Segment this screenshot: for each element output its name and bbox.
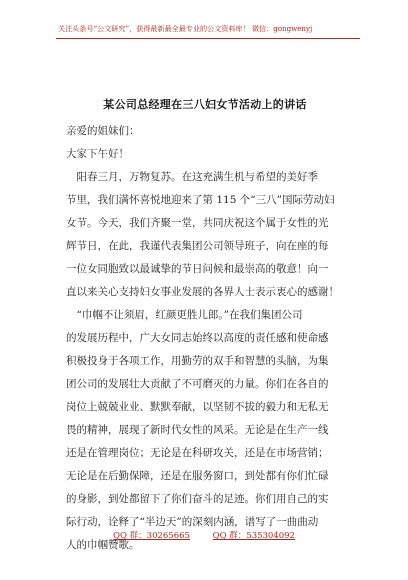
paragraph-line: 畏的精神，展现了新时代女性的风采。无论是在生产一线 [66, 424, 329, 436]
paragraph-line: 直以来关心支持妇女事业发展的各界人士表示衷心的感谢！ [66, 286, 339, 298]
paragraph-line: 岗位上兢兢业业、默默奉献，以坚韧不拔的毅力和无私无 [66, 401, 329, 413]
document-body [66, 120, 356, 557]
paragraph-line: 无论是在后勤保障，还是在服务窗口，到处都有你们忙碌 [66, 470, 329, 482]
paragraph-line: 的身影，到处都留下了你们奋斗的足迹。你们用自己的实 [66, 493, 329, 505]
paragraph-line: 一位女同胞致以最诚挚的节日问候和最崇高的敬意！向一 [66, 263, 329, 275]
paragraph-line: 节里，我们满怀喜悦地迎来了第 115 个“三八”国际劳动妇 [66, 194, 335, 206]
paragraph-line: 的发展历程中，广大女同志始终以高度的责任感和使命感 [66, 332, 329, 344]
qq-group-link[interactable]: QQ 群：535304092 [212, 531, 295, 541]
paragraph-line: 阳春三月，万物复苏。在这充满生机与希望的美好季 [66, 171, 318, 183]
qq-group-link[interactable]: QQ 群：30265665 [113, 531, 190, 541]
header-notice: 关注头条号“公文研究”，获得最新最全最专业的公文资料库！ 微信：gongwenyj [58, 24, 313, 33]
document-title: 某公司总经理在三八妇女节活动上的讲话 [103, 98, 307, 111]
paragraph-line: 还是在管理岗位；无论是在科研攻关，还是在市场营销； [66, 447, 329, 459]
paragraph-line: 辉节日，在此，我谨代表集团公司领导班子，向在座的每 [66, 240, 329, 252]
footer [0, 530, 408, 542]
paragraph-line: 团公司的发展壮大贡献了不可磨灭的力量。你们在各自的 [66, 378, 329, 390]
paragraph-line: 人的巾帼赞歌。 [66, 539, 140, 551]
paragraph-line: 积极投身于各项工作，用勤劳的双手和智慧的头脑，为集 [66, 355, 329, 367]
paragraph-line: 际行动，诠释了“半边天”的深刻内涵，谱写了一曲曲动 [66, 516, 319, 528]
header-divider [56, 38, 360, 39]
paragraph-line: “巾帼不让须眉，红颜更胜儿郎。”在我们集团公司 [66, 309, 303, 321]
paragraph-line: 女节。今天，我们齐聚一堂，共同庆祝这个属于女性的光 [66, 217, 329, 229]
greeting-line: 大家下午好！ [66, 148, 129, 160]
greeting-line: 亲爱的姐妹们： [66, 125, 140, 137]
